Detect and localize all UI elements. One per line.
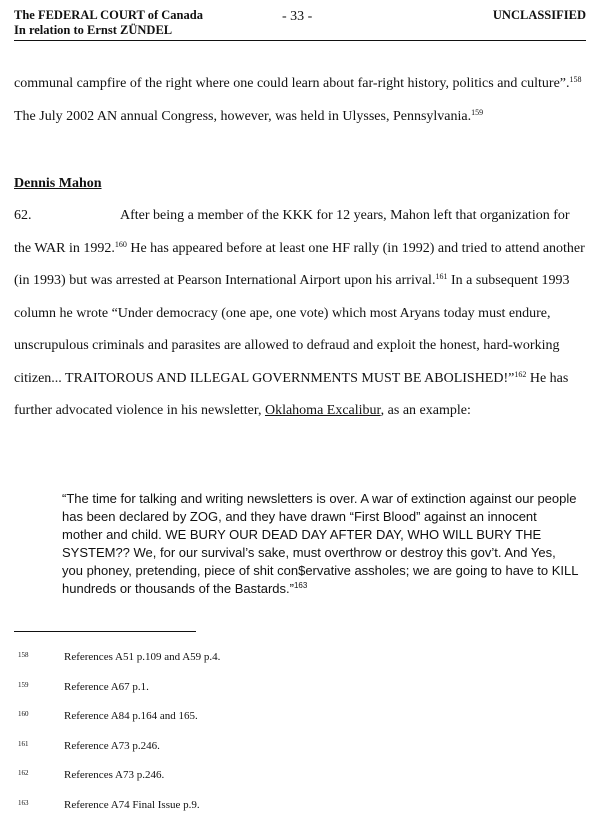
footnote-ref-161: 161 [435, 272, 447, 281]
continuation-text-1: communal campfire of the right where one could learn about far-right history, politics and culture”. [14, 76, 570, 91]
footnote-item [14, 740, 586, 770]
case-subject: In relation to Ernst ZÜNDEL [14, 23, 203, 38]
footnote-number: 160 [18, 710, 29, 718]
footnote-text: Reference A67 p.1. [64, 681, 149, 693]
footnote-item [14, 651, 586, 681]
footnote-number: 161 [18, 740, 29, 748]
footnote-number: 162 [18, 769, 29, 777]
footnote-number: 163 [18, 799, 29, 807]
court-title [14, 8, 203, 38]
continuation-text-2: The July 2002 AN annual Congress, however, was held in Ulysses, Pennsylvania. [14, 109, 471, 124]
footnote-ref-158: 158 [570, 75, 582, 84]
footnote-text: References A51 p.109 and A59 p.4. [64, 651, 220, 663]
footnote-text: Reference A73 p.246. [64, 740, 160, 752]
paragraph-62-text-1: After being a member of the KKK for 12 years, Mahon left that organization for the WAR in 1992. [14, 208, 570, 256]
quote-text: “The time for talking and writing newsletters is over. A war of extinction against our people has been declared by ZOG, and they have drawn “First Blood” against an innocent mother and child. WE BURY OUR DEAD DAY AFTER DAY, WHO WILL BURY THE SYSTEM?? We, for our survival’s sake, must overthrow or destroy this gov’t. And Yes, you phoney, pretending, piece of shit con$ervative assholes; we are going to have to KILL hundreds or thousands of the Bastards.” [62, 491, 578, 596]
paragraph-number: 62. [14, 200, 120, 233]
paragraph-62-text-5: , as an example: [381, 403, 471, 418]
footnote-item [14, 769, 586, 799]
paragraph-62-text-2: He has appeared before at least one HF rally (in 1992) and tried to attend another (in 1993) but was arrested at Pearson International Airport upon his arrival. [14, 241, 585, 289]
page-header [14, 6, 586, 41]
footnote-text: References A73 p.246. [64, 769, 164, 781]
footnote-ref-163: 163 [294, 581, 307, 590]
section-heading: Dennis Mahon [14, 176, 102, 192]
paragraph-62 [14, 200, 586, 428]
footnote-divider [14, 631, 196, 632]
paragraph-62-text-3: In a subsequent 1993 column he wrote “Under democracy (one ape, one vote) which most Aryans today must endure, unscrupulous criminals and parasites are allowed to defraud and exploit the honest, hard-working citizen... TRAITOROUS AND ILLEGAL GOVERNMENTS MUST BE ABOLISHED!” [14, 273, 570, 386]
footnote-number: 158 [18, 651, 29, 659]
footnote-text: Reference A74 Final Issue p.9. [64, 799, 200, 811]
court-name: The FEDERAL COURT of Canada [14, 8, 203, 23]
footnote-item [14, 710, 586, 740]
footnote-item [14, 681, 586, 711]
paragraph-62-text-4: He has further advocated violence in his newsletter, [14, 371, 568, 419]
footnote-text: Reference A84 p.164 and 165. [64, 710, 198, 722]
classification-label: UNCLASSIFIED [493, 8, 586, 23]
block-quote [62, 490, 578, 598]
page-number: - 33 - [282, 9, 312, 25]
footnote-ref-159: 159 [471, 108, 483, 117]
footnote-number: 159 [18, 681, 29, 689]
footnote-item [14, 799, 586, 828]
footnotes-list [14, 651, 586, 828]
newsletter-title: Oklahoma Excalibur [265, 403, 381, 418]
continuation-paragraph [14, 68, 586, 133]
footnote-ref-160: 160 [115, 240, 127, 249]
footnote-ref-162: 162 [514, 370, 526, 379]
